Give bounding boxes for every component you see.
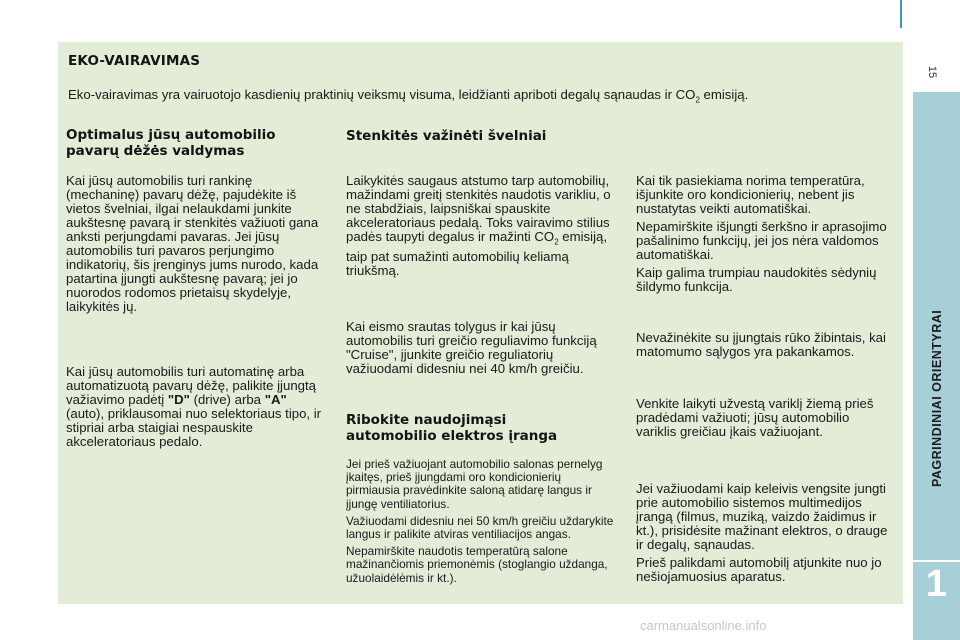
page-number: 15 xyxy=(926,65,939,79)
heading-gearbox-line2: pavarų dėžės valdymas xyxy=(66,143,245,159)
heading-electrical-line1: Ribokite naudojimąsi xyxy=(346,412,507,428)
heading-electrical-equipment xyxy=(346,412,614,444)
electrical-tip-1: Jei prieš važiuojant automobilio salonas pernelyg įkaitęs, prieš įjungdami oro kondicionierių pirmiausia pravėdinkite saloną atidarę langus ir įjungę ventiliatorius. xyxy=(346,457,603,511)
automatic-text-a: Kai jūsų automobilis turi automatinę arba automatizuotą pavarų dėžę, palikite įjungtą važiavimo padėtį xyxy=(66,364,316,407)
multimedia-tip-1: Jei važiuodami kaip keleivis vengsite jungti prie automobilio sistemos multimedijos įrangą (filmus, muziką, vaizdo žaidimus ir kt.), prisidėsite mažinant elektros, o drauge ir degalų, sąnaudas. xyxy=(636,481,888,552)
heading-gearbox xyxy=(66,127,328,159)
heading-electrical-line2: automobilio elektros įranga xyxy=(346,428,558,444)
safe-distance-text-b: emisiją, taip pat sumažinti automobilių keliamą triukšmą. xyxy=(346,229,608,278)
sidebar-divider xyxy=(913,560,960,562)
aircon-tip-2: Nepamirškite išjungti šerkšno ir aprasojimo pašalinimo funkcijų, jei jos nėra valdomos automatiškai. xyxy=(636,219,887,262)
heading-gearbox-line1: Optimalus jūsų automobilio xyxy=(66,127,276,143)
cruise-control-paragraph xyxy=(346,320,614,380)
manual-gearbox-paragraph xyxy=(66,174,328,318)
intro-co2-subscript: 2 xyxy=(695,95,700,105)
electrical-tips xyxy=(346,458,614,589)
co2-subscript: 2 xyxy=(554,237,559,247)
safe-distance-text-a: Laikykitės saugaus atstumo tarp automobilių, mažindami greitį stenkitės naudotis varikliu, o ne stabdžiais, laipsniškai spauskite akceleratoriaus pedalą. Toks vairavimo stilius padės taupyti degalus ir mažinti CO xyxy=(346,173,611,244)
intro-text-before: Eko-vairavimas yra vairuotojo kasdienių praktinių veiksmų visuma, leidžianti apriboti degalų sąnaudas ir CO xyxy=(68,87,696,102)
heading-smooth-driving: Stenkitės važinėti švelniai xyxy=(346,128,547,144)
electrical-tip-3: Nepamirškite naudotis temperatūrą salone mažinančiomis priemonėmis (stoglangio uždanga, užuolaidėlėmis ir kt.). xyxy=(346,544,608,585)
safe-distance-paragraph xyxy=(346,174,614,282)
intro-paragraph xyxy=(68,88,898,108)
section-vertical-label: PAGRINDINIAI ORIENTYRAI xyxy=(930,309,944,487)
electrical-tip-2: Važiuodami didesniu nei 50 km/h greičiu uždarykite langus ir palikite atviras ventiliacijos angas. xyxy=(346,513,614,542)
cruise-control-text: Kai eismo srautas tolygus ir kai jūsų automobilis turi greičio reguliavimo funkciją "Cruise", įjunkite greičio reguliatorių važiuodami didesniu nei 40 km/h greičiu. xyxy=(346,319,597,376)
aircon-tip-1: Kai tik pasiekiama norima temperatūra, išjunkite oro kondicionierių, nebent jis nustatytas veikti automatiškai. xyxy=(636,173,865,216)
mode-a-label: "A" xyxy=(264,392,287,407)
manual-gearbox-text: Kai jūsų automobilis turi rankinę (mechaninę) pavarų dėžę, pajudėkite iš vietos švelniai, ilgai nelaukdami junkite aukštesnę pavarą ir stenkitės važiuoti gana anksti perjungdami pavaras. Jei jūsų automobilis turi pavaros perjungimo indikatorių, šis įrenginys jums nurodo, kada patartina įjungti aukštesnę pavarą; jei jo nuorodos rodomos prietaisų skydelyje, laikykitės jų. xyxy=(66,173,319,314)
automatic-text-b: (drive) arba xyxy=(189,392,265,407)
accent-line xyxy=(900,0,902,28)
watermark: carmanualsonline.info xyxy=(640,618,767,633)
engine-idle-text: Venkite laikyti užvestą variklį žiemą prieš pradėdami važiuoti; jūsų automobilio variklis greičiau įkais važiuojant. xyxy=(636,396,874,439)
automatic-gearbox-paragraph xyxy=(66,365,328,453)
multimedia-tips xyxy=(636,482,892,588)
chapter-number: 1 xyxy=(925,563,948,605)
aircon-tip-3: Kaip galima trumpiau naudokitės sėdynių šildymo funkcija. xyxy=(636,265,877,294)
fog-lights-text: Nevažinėkite su įjungtais rūko žibintais, kai matomumo sąlygos yra pakankamos. xyxy=(636,330,886,359)
aircon-tips xyxy=(636,174,892,298)
mode-d-label: "D" xyxy=(167,392,190,407)
intro-text-after: emisiją. xyxy=(699,87,749,102)
multimedia-tip-2: Prieš palikdami automobilį atjunkite nuo jo nešiojamuosius aparatus. xyxy=(636,555,882,584)
fog-lights-paragraph xyxy=(636,331,892,363)
engine-idle-paragraph xyxy=(636,397,892,443)
section-title: EKO-VAIRAVIMAS xyxy=(68,53,201,69)
automatic-text-c: (auto), priklausomai nuo selektoriaus tipo, ir stipriai arba staigiai nespauskite akceleratoriaus pedalo. xyxy=(66,406,322,449)
